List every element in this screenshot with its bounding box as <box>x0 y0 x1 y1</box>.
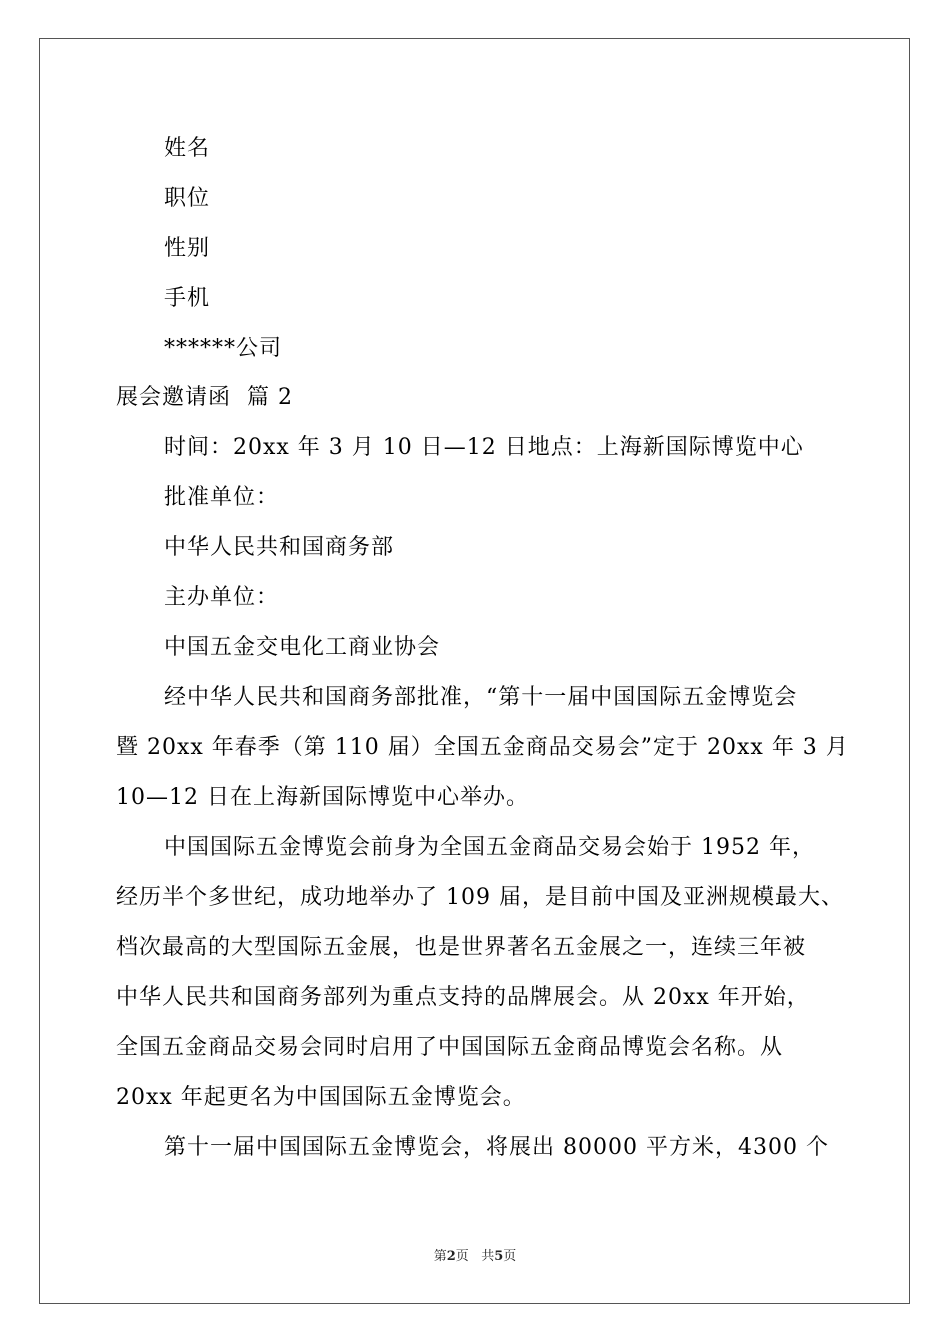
total-prefix: 共 <box>481 1249 495 1264</box>
page-suffix: 页 <box>455 1249 469 1264</box>
page-prefix: 第 <box>433 1249 447 1264</box>
organizer-label: 主办单位： <box>164 585 280 610</box>
paragraph-2-line-5: 全国五金商品交易会同时启用了中国国际五金商品博览会名称。从 <box>116 1035 784 1060</box>
approval-value: 中华人民共和国商务部 <box>164 535 395 560</box>
organizer-value: 中国五金交电化工商业协会 <box>164 635 441 660</box>
field-gender-label: 性别 <box>164 236 211 261</box>
field-position-label: 职位 <box>164 186 211 211</box>
paragraph-2-line-3: 档次最高的大型国际五金展，也是世界著名五金展之一，连续三年被 <box>116 935 807 960</box>
paragraph-2-line-4: 中华人民共和国商务部列为重点支持的品牌展会。从 20xx 年开始， <box>116 985 810 1010</box>
paragraph-1-line-2: 暨 20xx 年春季（第 110 届）全国五金商品交易会”定于 20xx 年 3 月 <box>116 735 849 760</box>
approval-label: 批准单位： <box>164 485 280 510</box>
current-page-number: 2 <box>446 1249 456 1264</box>
paragraph-1-line-1: 经中华人民共和国商务部批准，“第十一届中国国际五金博览会 <box>164 685 798 710</box>
field-name-label: 姓名 <box>164 136 211 161</box>
page-footer <box>0 1248 950 1266</box>
total-pages-number: 5 <box>494 1249 504 1264</box>
paragraph-3-line-1: 第十一届中国国际五金博览会，将展出 80000 平方米，4300 个 <box>164 1135 829 1160</box>
paragraph-2-line-2: 经历半个多世纪，成功地举办了 109 届，是目前中国及亚洲规模最大、 <box>116 885 844 910</box>
paragraph-2-line-6: 20xx 年起更名为中国国际五金博览会。 <box>116 1085 526 1110</box>
page-frame <box>39 38 910 1304</box>
field-mobile-label: 手机 <box>164 286 211 311</box>
total-suffix: 页 <box>503 1249 517 1264</box>
paragraph-2-line-1: 中国国际五金博览会前身为全国五金商品交易会始于 1952 年， <box>164 835 815 860</box>
field-company-label: ******公司 <box>164 336 283 361</box>
time-place-line: 时间：20xx 年 3 月 10 日—12 日地点：上海新国际博览中心 <box>164 435 804 460</box>
paragraph-1-line-3: 10—12 日在上海新国际博览中心举办。 <box>116 785 529 810</box>
section-title: 展会邀请函 篇 2 <box>116 385 293 410</box>
